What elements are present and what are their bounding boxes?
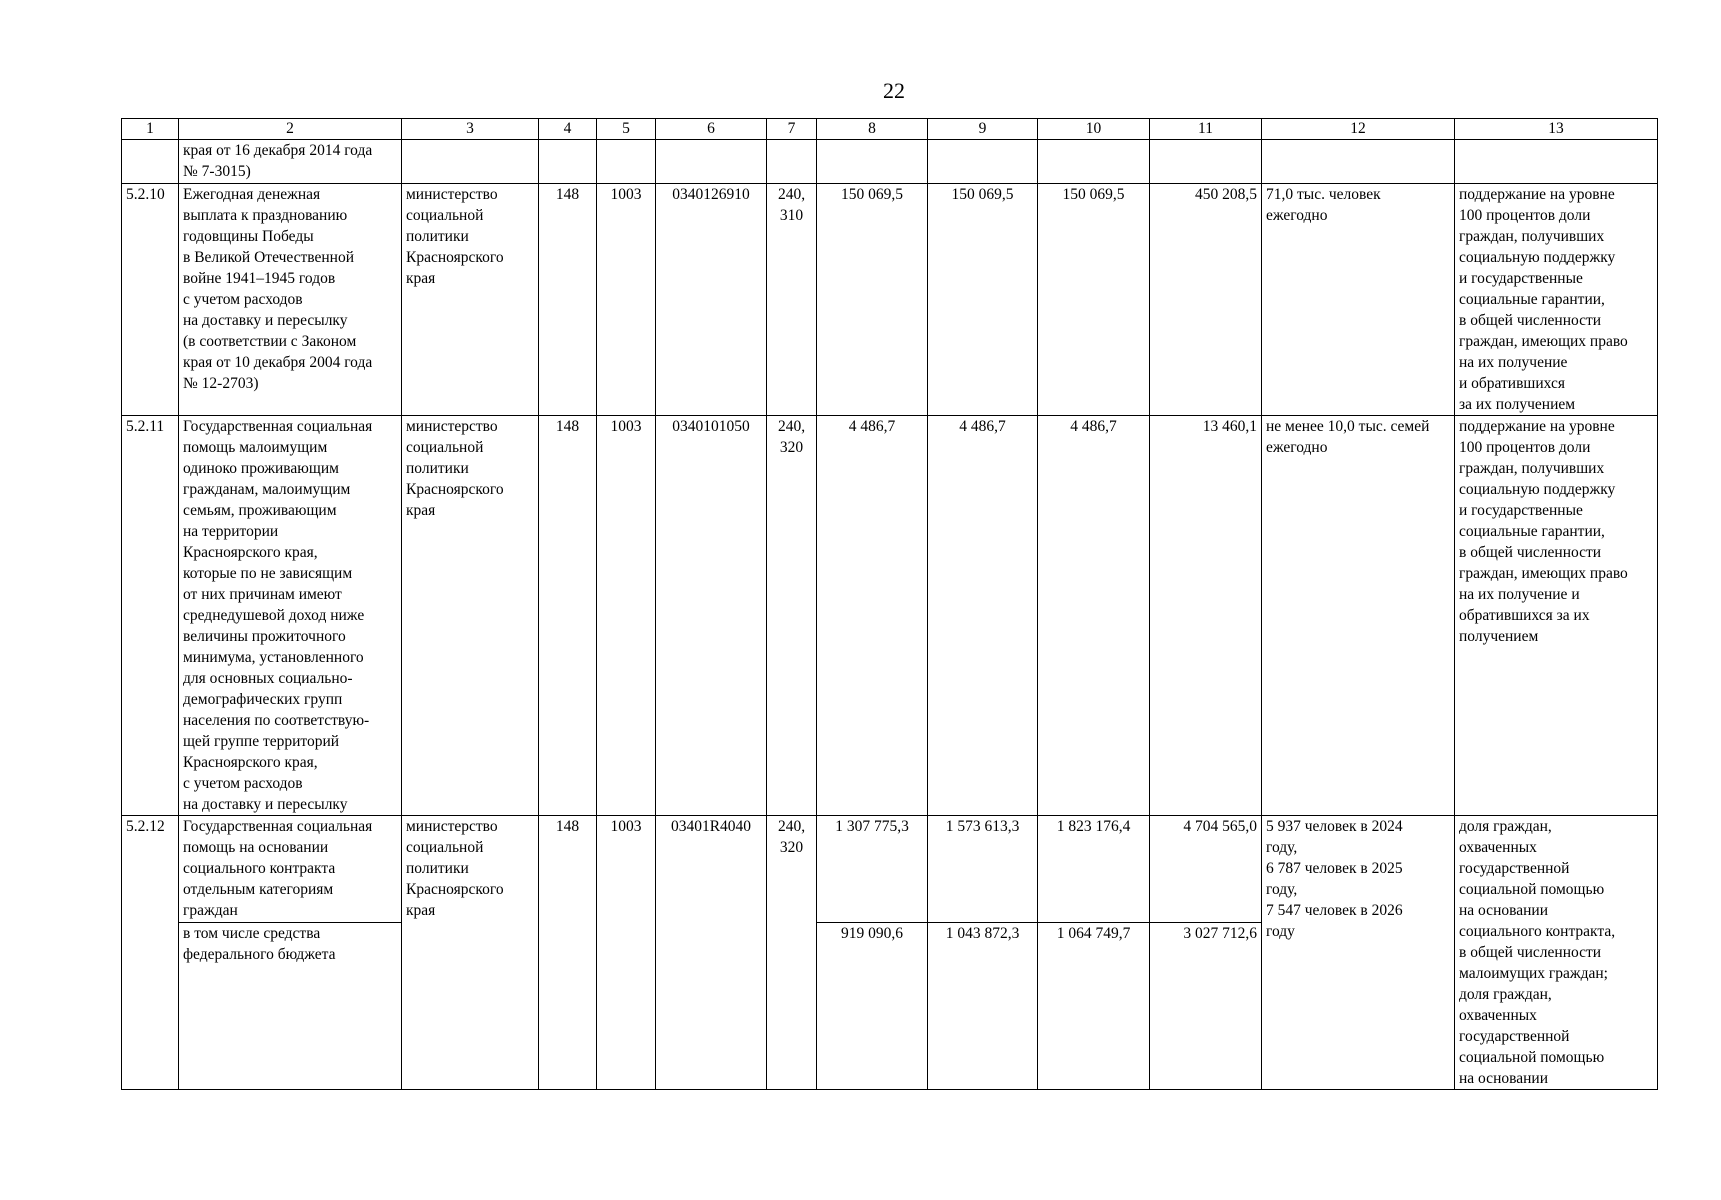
program-table xyxy=(121,118,1658,1090)
federal-amount-year-3: 1 064 749,7 xyxy=(1038,922,1150,1089)
col-header-12: 12 xyxy=(1262,119,1455,140)
amount-year-3: 1 823 176,4 xyxy=(1038,816,1150,923)
federal-amount-year-1: 919 090,6 xyxy=(817,922,928,1089)
grbs-code: 148 xyxy=(539,816,597,1090)
vr-code: 240, 320 xyxy=(767,816,817,1090)
federal-budget-label: в том числе средства федерального бюджета xyxy=(179,922,402,1089)
amount-year-2: 1 573 613,3 xyxy=(928,816,1038,923)
col-header-5: 5 xyxy=(597,119,656,140)
amount-total: 13 460,1 xyxy=(1150,416,1262,816)
amount-year-2: 4 486,7 xyxy=(928,416,1038,816)
indicator: поддержание на уровне 100 процентов доли граждан, получивших социальную поддержку и государственные социальные гарантии, в общей численности граждан, имеющих право на их получение и обратившихся за их получением xyxy=(1455,416,1658,816)
col-header-3: 3 xyxy=(402,119,539,140)
executor: министерство социальной политики Красноярского края xyxy=(402,816,539,1090)
col-header-8: 8 xyxy=(817,119,928,140)
col-header-9: 9 xyxy=(928,119,1038,140)
executor: министерство социальной политики Красноярского края xyxy=(402,184,539,416)
rzpr-code: 1003 xyxy=(597,816,656,1090)
col-header-6: 6 xyxy=(656,119,767,140)
csr-code: 0340101050 xyxy=(656,416,767,816)
continuation-row xyxy=(122,140,1658,184)
rzpr-code: 1003 xyxy=(597,416,656,816)
column-number-row xyxy=(122,119,1658,140)
measure-name: Ежегодная денежная выплата к празднованию годовщины Победы в Великой Отечественной войне 1941–1945 годов с учетом расходов на доставку и пересылку (в соответствии с Законом края от 10 декабря 2004 года № 12-2703) xyxy=(179,184,402,416)
expected-result: 5 937 человек в 2024 году, 6 787 человек в 2025 году, 7 547 человек в 2026 году xyxy=(1262,816,1455,1090)
measure-name: Государственная социальная помощь на основании социального контракта отдельным категориям граждан xyxy=(179,816,402,923)
grbs-code: 148 xyxy=(539,416,597,816)
continuation-text: края от 16 декабря 2014 года № 7-3015) xyxy=(179,140,402,184)
row-number: 5.2.12 xyxy=(122,816,179,1090)
grbs-code: 148 xyxy=(539,184,597,416)
page-number: 22 xyxy=(883,78,905,103)
indicator: доля граждан, охваченных государственной социальной помощью на основании социального контракта, в общей численности малоимущих граждан; доля граждан, охваченных государственной социальной помощью на основании xyxy=(1455,816,1658,1090)
expected-result: 71,0 тыс. человек ежегодно xyxy=(1262,184,1455,416)
table-row xyxy=(122,184,1658,416)
amount-year-1: 4 486,7 xyxy=(817,416,928,816)
col-header-1: 1 xyxy=(122,119,179,140)
col-header-13: 13 xyxy=(1455,119,1658,140)
col-header-4: 4 xyxy=(539,119,597,140)
row-number: 5.2.10 xyxy=(122,184,179,416)
amount-year-3: 150 069,5 xyxy=(1038,184,1150,416)
federal-amount-total: 3 027 712,6 xyxy=(1150,922,1262,1089)
col-header-2: 2 xyxy=(179,119,402,140)
amount-total: 4 704 565,0 xyxy=(1150,816,1262,923)
federal-amount-year-2: 1 043 872,3 xyxy=(928,922,1038,1089)
csr-code: 03401R4040 xyxy=(656,816,767,1090)
measure-name: Государственная социальная помощь малоимущим одиноко проживающим гражданам, малоимущим семьям, проживающим на территории Красноярского края, которые по не зависящим от них причинам имеют среднедушевой доход ниже величины прожиточного минимума, установленного для основных социально- демографических групп населения по соответствую- щей группе территорий Красноярского края, с учетом расходов на доставку и пересылку xyxy=(179,416,402,816)
vr-code: 240, 320 xyxy=(767,416,817,816)
csr-code: 0340126910 xyxy=(656,184,767,416)
table-row xyxy=(122,416,1658,816)
col-header-11: 11 xyxy=(1150,119,1262,140)
rzpr-code: 1003 xyxy=(597,184,656,416)
amount-total: 450 208,5 xyxy=(1150,184,1262,416)
col-header-7: 7 xyxy=(767,119,817,140)
col-header-10: 10 xyxy=(1038,119,1150,140)
amount-year-1: 1 307 775,3 xyxy=(817,816,928,923)
row-number: 5.2.11 xyxy=(122,416,179,816)
amount-year-3: 4 486,7 xyxy=(1038,416,1150,816)
amount-year-2: 150 069,5 xyxy=(928,184,1038,416)
executor: министерство социальной политики Красноярского края xyxy=(402,416,539,816)
indicator: поддержание на уровне 100 процентов доли граждан, получивших социальную поддержку и государственные социальные гарантии, в общей численности граждан, имеющих право на их получение и обратившихся за их получением xyxy=(1455,184,1658,416)
expected-result: не менее 10,0 тыс. семей ежегодно xyxy=(1262,416,1455,816)
table-row xyxy=(122,816,1658,923)
amount-year-1: 150 069,5 xyxy=(817,184,928,416)
vr-code: 240, 310 xyxy=(767,184,817,416)
